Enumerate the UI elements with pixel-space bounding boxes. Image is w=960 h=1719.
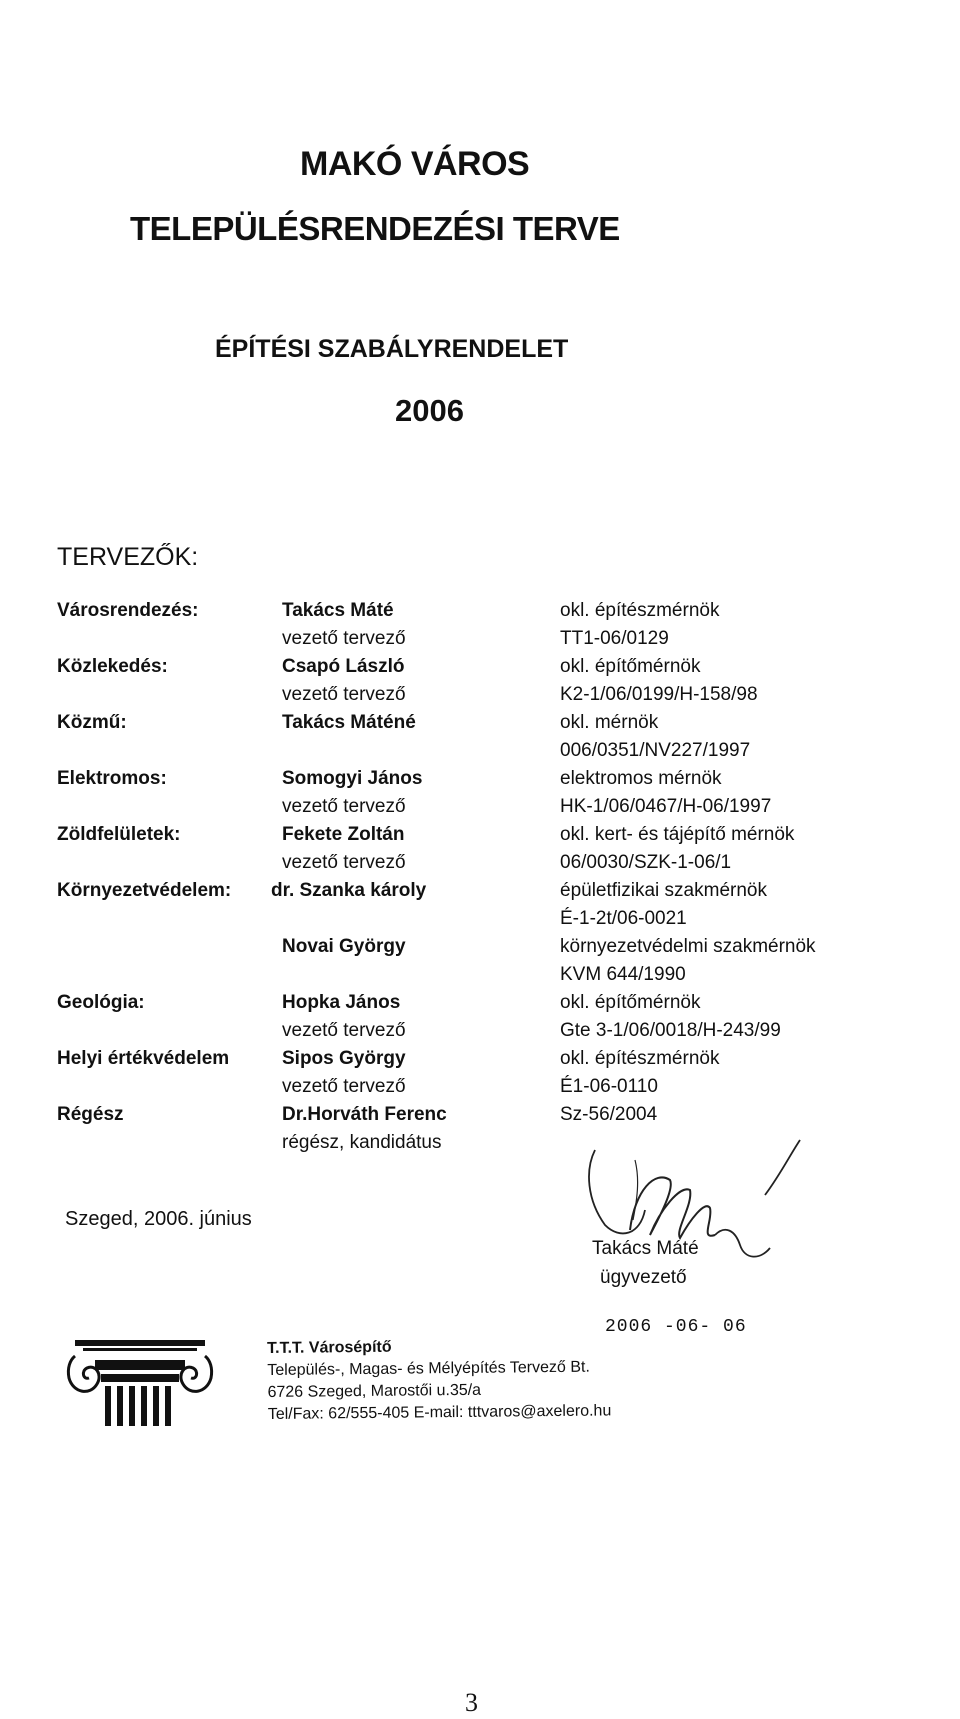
- planners-heading: TERVEZŐK:: [57, 543, 199, 571]
- planner-registration: 06/0030/SZK-1-06/1: [560, 852, 732, 873]
- planner-role: vezető tervező: [282, 1076, 406, 1097]
- planner-registration: Gte 3-1/06/0018/H-243/99: [560, 1020, 781, 1041]
- planner-registration: K2-1/06/0199/H-158/98: [560, 684, 758, 705]
- signatory-name: Takács Máté: [592, 1238, 699, 1259]
- firm-name: T.T.T. Városépítő: [267, 1338, 392, 1357]
- planner-registration: É-1-2t/06-0021: [560, 908, 687, 929]
- planner-category: Geológia:: [57, 992, 145, 1013]
- planner-qualification: okl. építőmérnök: [560, 992, 701, 1013]
- planner-qualification: környezetvédelmi szakmérnök: [560, 936, 816, 957]
- title-line1: MAKÓ VÁROS: [300, 145, 530, 183]
- planner-row: [0, 936, 960, 964]
- planner-category: Közmű:: [57, 712, 127, 733]
- document-year: 2006: [395, 393, 464, 428]
- firm-description: Település-, Magas- és Mélyépítés Tervező Bt.: [267, 1358, 590, 1379]
- planner-qualification: okl. építőmérnök: [560, 656, 701, 677]
- planner-category: Helyi értékvédelem: [57, 1048, 230, 1069]
- planner-registration: 006/0351/NV227/1997: [560, 740, 751, 761]
- planner-category: Környezetvédelem:: [57, 880, 232, 901]
- planner-row: [0, 656, 960, 684]
- planner-row: [0, 992, 960, 1020]
- planner-name: Sipos György: [282, 1048, 406, 1069]
- planner-registration: TT1-06/0129: [560, 628, 669, 649]
- planner-category: Zöldfelületek:: [57, 824, 181, 845]
- planner-role: vezető tervező: [282, 796, 406, 817]
- planner-row: [0, 852, 960, 880]
- planner-row: [0, 1076, 960, 1104]
- planner-registration: É1-06-0110: [560, 1076, 658, 1097]
- planner-registration: HK-1/06/0467/H-06/1997: [560, 796, 772, 817]
- planner-role: régész, kandidátus: [282, 1132, 442, 1153]
- stamp-date: 2006 -06- 06: [605, 1317, 747, 1337]
- planner-row: [0, 1132, 960, 1160]
- planner-row: [0, 908, 960, 936]
- planner-row: [0, 824, 960, 852]
- planner-row: [0, 600, 960, 628]
- planner-row: [0, 1104, 960, 1132]
- planner-category: Városrendezés:: [57, 600, 199, 621]
- planner-row: [0, 684, 960, 712]
- planner-name: Takács Máténé: [282, 712, 416, 733]
- planner-row: [0, 1048, 960, 1076]
- planner-row: [0, 964, 960, 992]
- planner-row: [0, 1020, 960, 1048]
- planner-category: Közlekedés:: [57, 656, 168, 677]
- planner-name: Takács Máté: [282, 600, 394, 621]
- planner-name: Somogyi János: [282, 768, 423, 789]
- planner-row: [0, 712, 960, 740]
- planner-role: vezető tervező: [282, 628, 406, 649]
- planner-qualification: okl. mérnök: [560, 712, 659, 733]
- firm-contact: Tel/Fax: 62/555-405 E-mail: tttvaros@axelero.hu: [267, 1402, 612, 1423]
- planner-row: [0, 768, 960, 796]
- planner-role: vezető tervező: [282, 1020, 406, 1041]
- page-number: 3: [465, 1688, 478, 1717]
- planner-qualification: okl. építészmérnök: [560, 1048, 720, 1069]
- planner-name: Csapó László: [282, 656, 405, 677]
- planner-registration: Sz-56/2004: [560, 1104, 658, 1125]
- planner-name: Dr.Horváth Ferenc: [282, 1104, 447, 1125]
- planner-qualification: épületfizikai szakmérnök: [560, 880, 767, 901]
- ionic-column-logo-icon: [65, 1338, 215, 1433]
- planner-qualification: okl. kert- és tájépítő mérnök: [560, 824, 795, 845]
- planner-name: dr. Szanka károly: [271, 880, 427, 901]
- planner-row: [0, 740, 960, 768]
- planner-name: Fekete Zoltán: [282, 824, 405, 845]
- place-date: Szeged, 2006. június: [65, 1208, 252, 1230]
- planner-row: [0, 628, 960, 656]
- planner-qualification: elektromos mérnök: [560, 768, 722, 789]
- planner-category: Régész: [57, 1104, 124, 1125]
- planner-row: [0, 796, 960, 824]
- planner-category: Elektromos:: [57, 768, 167, 789]
- firm-info: [267, 1334, 611, 1426]
- signatory-title: ügyvezető: [600, 1267, 687, 1288]
- title-line2: TELEPÜLÉSRENDEZÉSI TERVE: [130, 210, 620, 247]
- planner-row: [0, 880, 960, 908]
- planner-role: vezető tervező: [282, 852, 406, 873]
- planner-registration: KVM 644/1990: [560, 964, 686, 985]
- document-subtitle: ÉPÍTÉSI SZABÁLYRENDELET: [215, 335, 569, 363]
- planner-qualification: okl. építészmérnök: [560, 600, 720, 621]
- planner-name: Novai György: [282, 936, 406, 957]
- firm-address: 6726 Szeged, Marostői u.35/a: [267, 1381, 482, 1401]
- planner-role: vezető tervező: [282, 684, 406, 705]
- planner-name: Hopka János: [282, 992, 401, 1013]
